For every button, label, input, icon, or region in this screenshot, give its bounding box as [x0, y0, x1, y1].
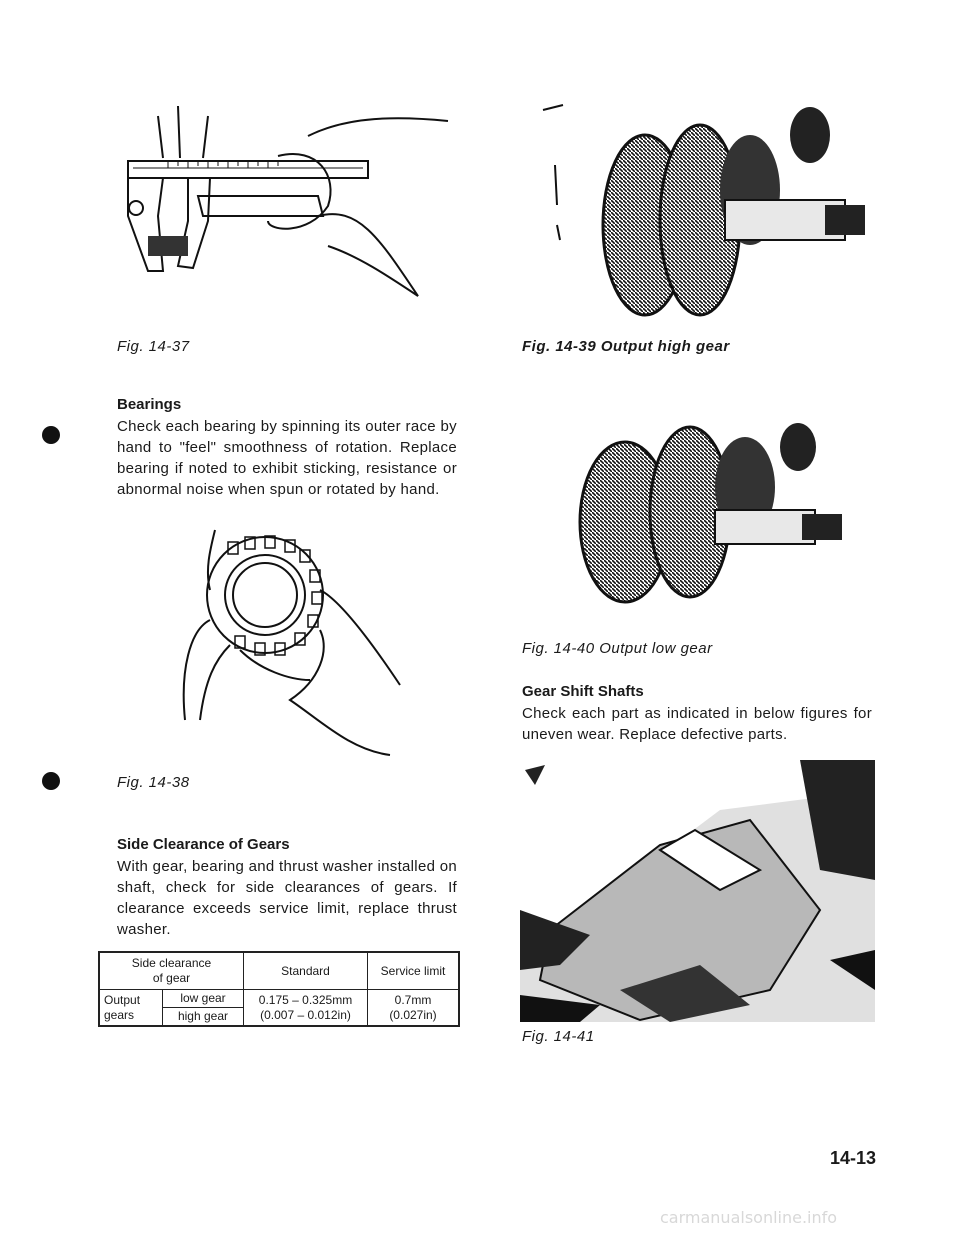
gear-cluster-photo — [535, 80, 875, 325]
high-gear-label: high gear — [163, 1008, 244, 1027]
fig-14-39-caption: Fig. 14-39 Output high gear — [522, 338, 730, 355]
low-gear-label: low gear — [163, 990, 244, 1008]
row-label-line1: Output — [104, 992, 141, 1007]
service-in: (0.027in) — [389, 1007, 437, 1022]
watermark: carmanualsonline.info — [660, 1208, 838, 1227]
fig-14-37-caption: Fig. 14-37 — [117, 338, 190, 355]
side-clearance-body: With gear, bearing and thrust washer installed on shaft, check for side clearances of gears. If clearance exceeds service limit, replace thrust washer. — [117, 858, 457, 938]
standard-in: (0.007 – 0.012in) — [260, 1007, 351, 1022]
header-col1-line2: of gear — [152, 971, 191, 985]
header-standard: Standard — [244, 952, 368, 990]
gear-cluster-photo — [540, 392, 850, 612]
service-mm: 0.7mm — [394, 992, 432, 1007]
bearings-body: Check each bearing by spinning its outer race by hand to "feel" smoothness of rotation. Replace bearing if noted to exhibit sticking, resistance or abnormal noise when spun or rotated by hand. — [117, 418, 457, 498]
side-clearance-heading: Side Clearance of Gears — [117, 836, 290, 853]
binder-hole-icon — [42, 426, 60, 444]
row-label-line2: gears — [104, 1007, 135, 1022]
side-clearance-table — [98, 951, 460, 1027]
page-number: 14-13 — [830, 1148, 877, 1168]
gear-shift-shaft-photo — [520, 760, 875, 1022]
header-col1-line1: Side clearance — [131, 956, 212, 970]
standard-mm: 0.175 – 0.325mm — [258, 992, 353, 1007]
bearing-in-hands-illustration — [170, 520, 420, 765]
binder-hole-icon — [42, 772, 60, 790]
fig-14-38-caption: Fig. 14-38 — [117, 774, 190, 791]
bearings-heading: Bearings — [117, 396, 182, 413]
gear-shift-shafts-body: Check each part as indicated in below figures for uneven wear. Replace defective parts. — [522, 705, 872, 743]
fig-14-41-caption: Fig. 14-41 — [522, 1028, 595, 1045]
gear-shift-shafts-heading: Gear Shift Shafts — [522, 683, 644, 700]
fig-14-40-caption: Fig. 14-40 Output low gear — [522, 640, 713, 657]
header-service-limit: Service limit — [368, 952, 460, 990]
vernier-caliper-illustration — [118, 96, 468, 306]
